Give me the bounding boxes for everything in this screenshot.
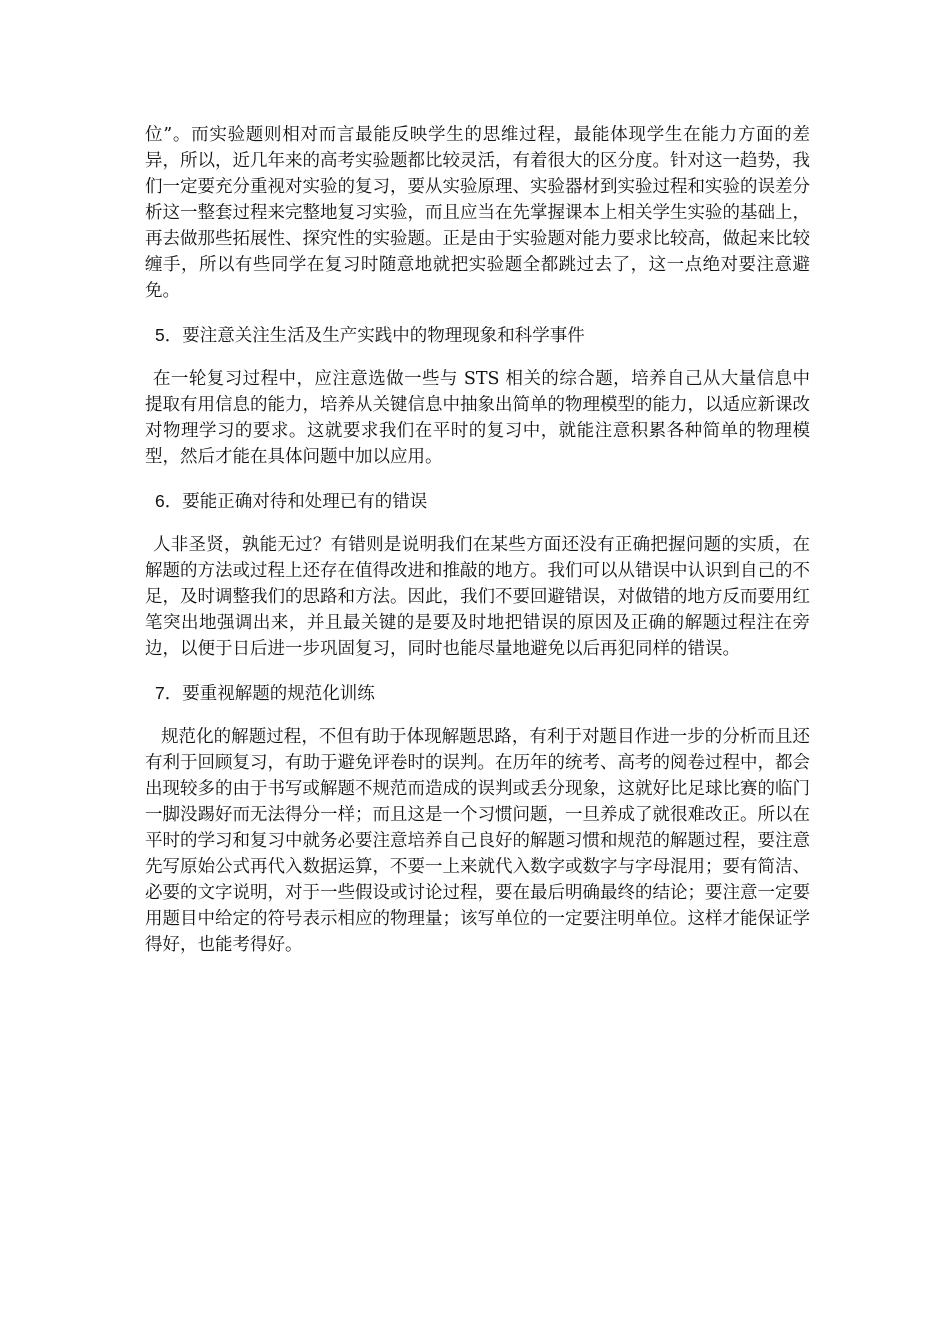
section-5-body: 在一轮复习过程中，应注意选做一些与 STS 相关的综合题，培养自己从大量信息中提取有用信息的能力，培养从关键信息中抽象出简单的物理模型的能力，以适应新课改对物理学习的要求。这就要求我们在平时的复习中，就能注意积累各种简单的物理模型，然后才能在具体问题中加以应用。 (145, 369, 810, 467)
spacer (145, 707, 810, 724)
section-7-number: 7． (155, 683, 183, 703)
section-6-title: 要能正确对待和处理已有的错误 (182, 492, 428, 512)
section-6-number: 6． (155, 491, 183, 511)
section-5-heading (145, 322, 810, 349)
spacer (145, 349, 810, 366)
section-7-heading (145, 680, 810, 707)
section-7-body: 规范化的解题过程，不但有助于体现解题思路，有利于对题目作进一步的分析而且还有利于回顾复习，有助于避免评卷时的误判。在历年的统考、高考的阅卷过程中，都会出现较多的由于书写或解题不规范而造成的误判或丢分现象，这就好比足球比赛的临门一脚没踢好而无法得分一样；而且这是一个习惯问题，一旦养成了就很难改正。所以在平时的学习和复习中就务必要注意培养自己良好的解题习惯和规范的解题过程，要注意先写原始公式再代入数据运算，不要一上来就代入数字或数字与字母混用；要有简洁、必要的文字说明，对于一些假设或讨论过程，要在最后明确最终的结论；要注意一定要用题目中给定的符号表示相应的物理量；该写单位的一定要注明单位。这样才能保证学得好，也能考得好。 (145, 727, 810, 955)
section-5-title: 要注意关注生活及生产实践中的物理现象和科学事件 (182, 326, 585, 346)
spacer (145, 304, 810, 322)
section-6-body: 人非圣贤，孰能无过？有错则是说明我们在某些方面还没有正确把握问题的实质，在解题的方法或过程上还存在值得改进和推敲的地方。我们可以从错误中认识到自己的不足，及时调整我们的思路和方法。因此，我们不要回避错误，对做错的地方反而要用红笔突出地强调出来，并且最关键的是要及时地把错误的原因及正确的解题过程注在旁边，以便于日后进一步巩固复习，同时也能尽量地避免以后再犯同样的错误。 (145, 535, 810, 659)
section-6-heading (145, 488, 810, 515)
section-7-title: 要重视解题的规范化训练 (182, 684, 375, 704)
section-5-number: 5． (155, 325, 183, 345)
spacer (145, 662, 810, 680)
intro-paragraph: 位”。而实验题则相对而言最能反映学生的思维过程，最能体现学生在能力方面的差异，所以，近几年来的高考实验题都比较灵活，有着很大的区分度。针对这一趋势，我们一定要充分重视对实验的复习，要从实验原理、实验器材到实验过程和实验的误差分析这一整套过程来完整地复习实验，而且应当在先掌握课本上相关学生实验的基础上，再去做那些拓展性、探究性的实验题。正是由于实验题对能力要求比较高，做起来比较缠手，所以有些同学在复习时随意地就把实验题全都跳过去了，这一点绝对要注意避免。 (145, 125, 810, 301)
spacer (145, 470, 810, 488)
spacer (145, 515, 810, 532)
document-body (145, 122, 810, 958)
